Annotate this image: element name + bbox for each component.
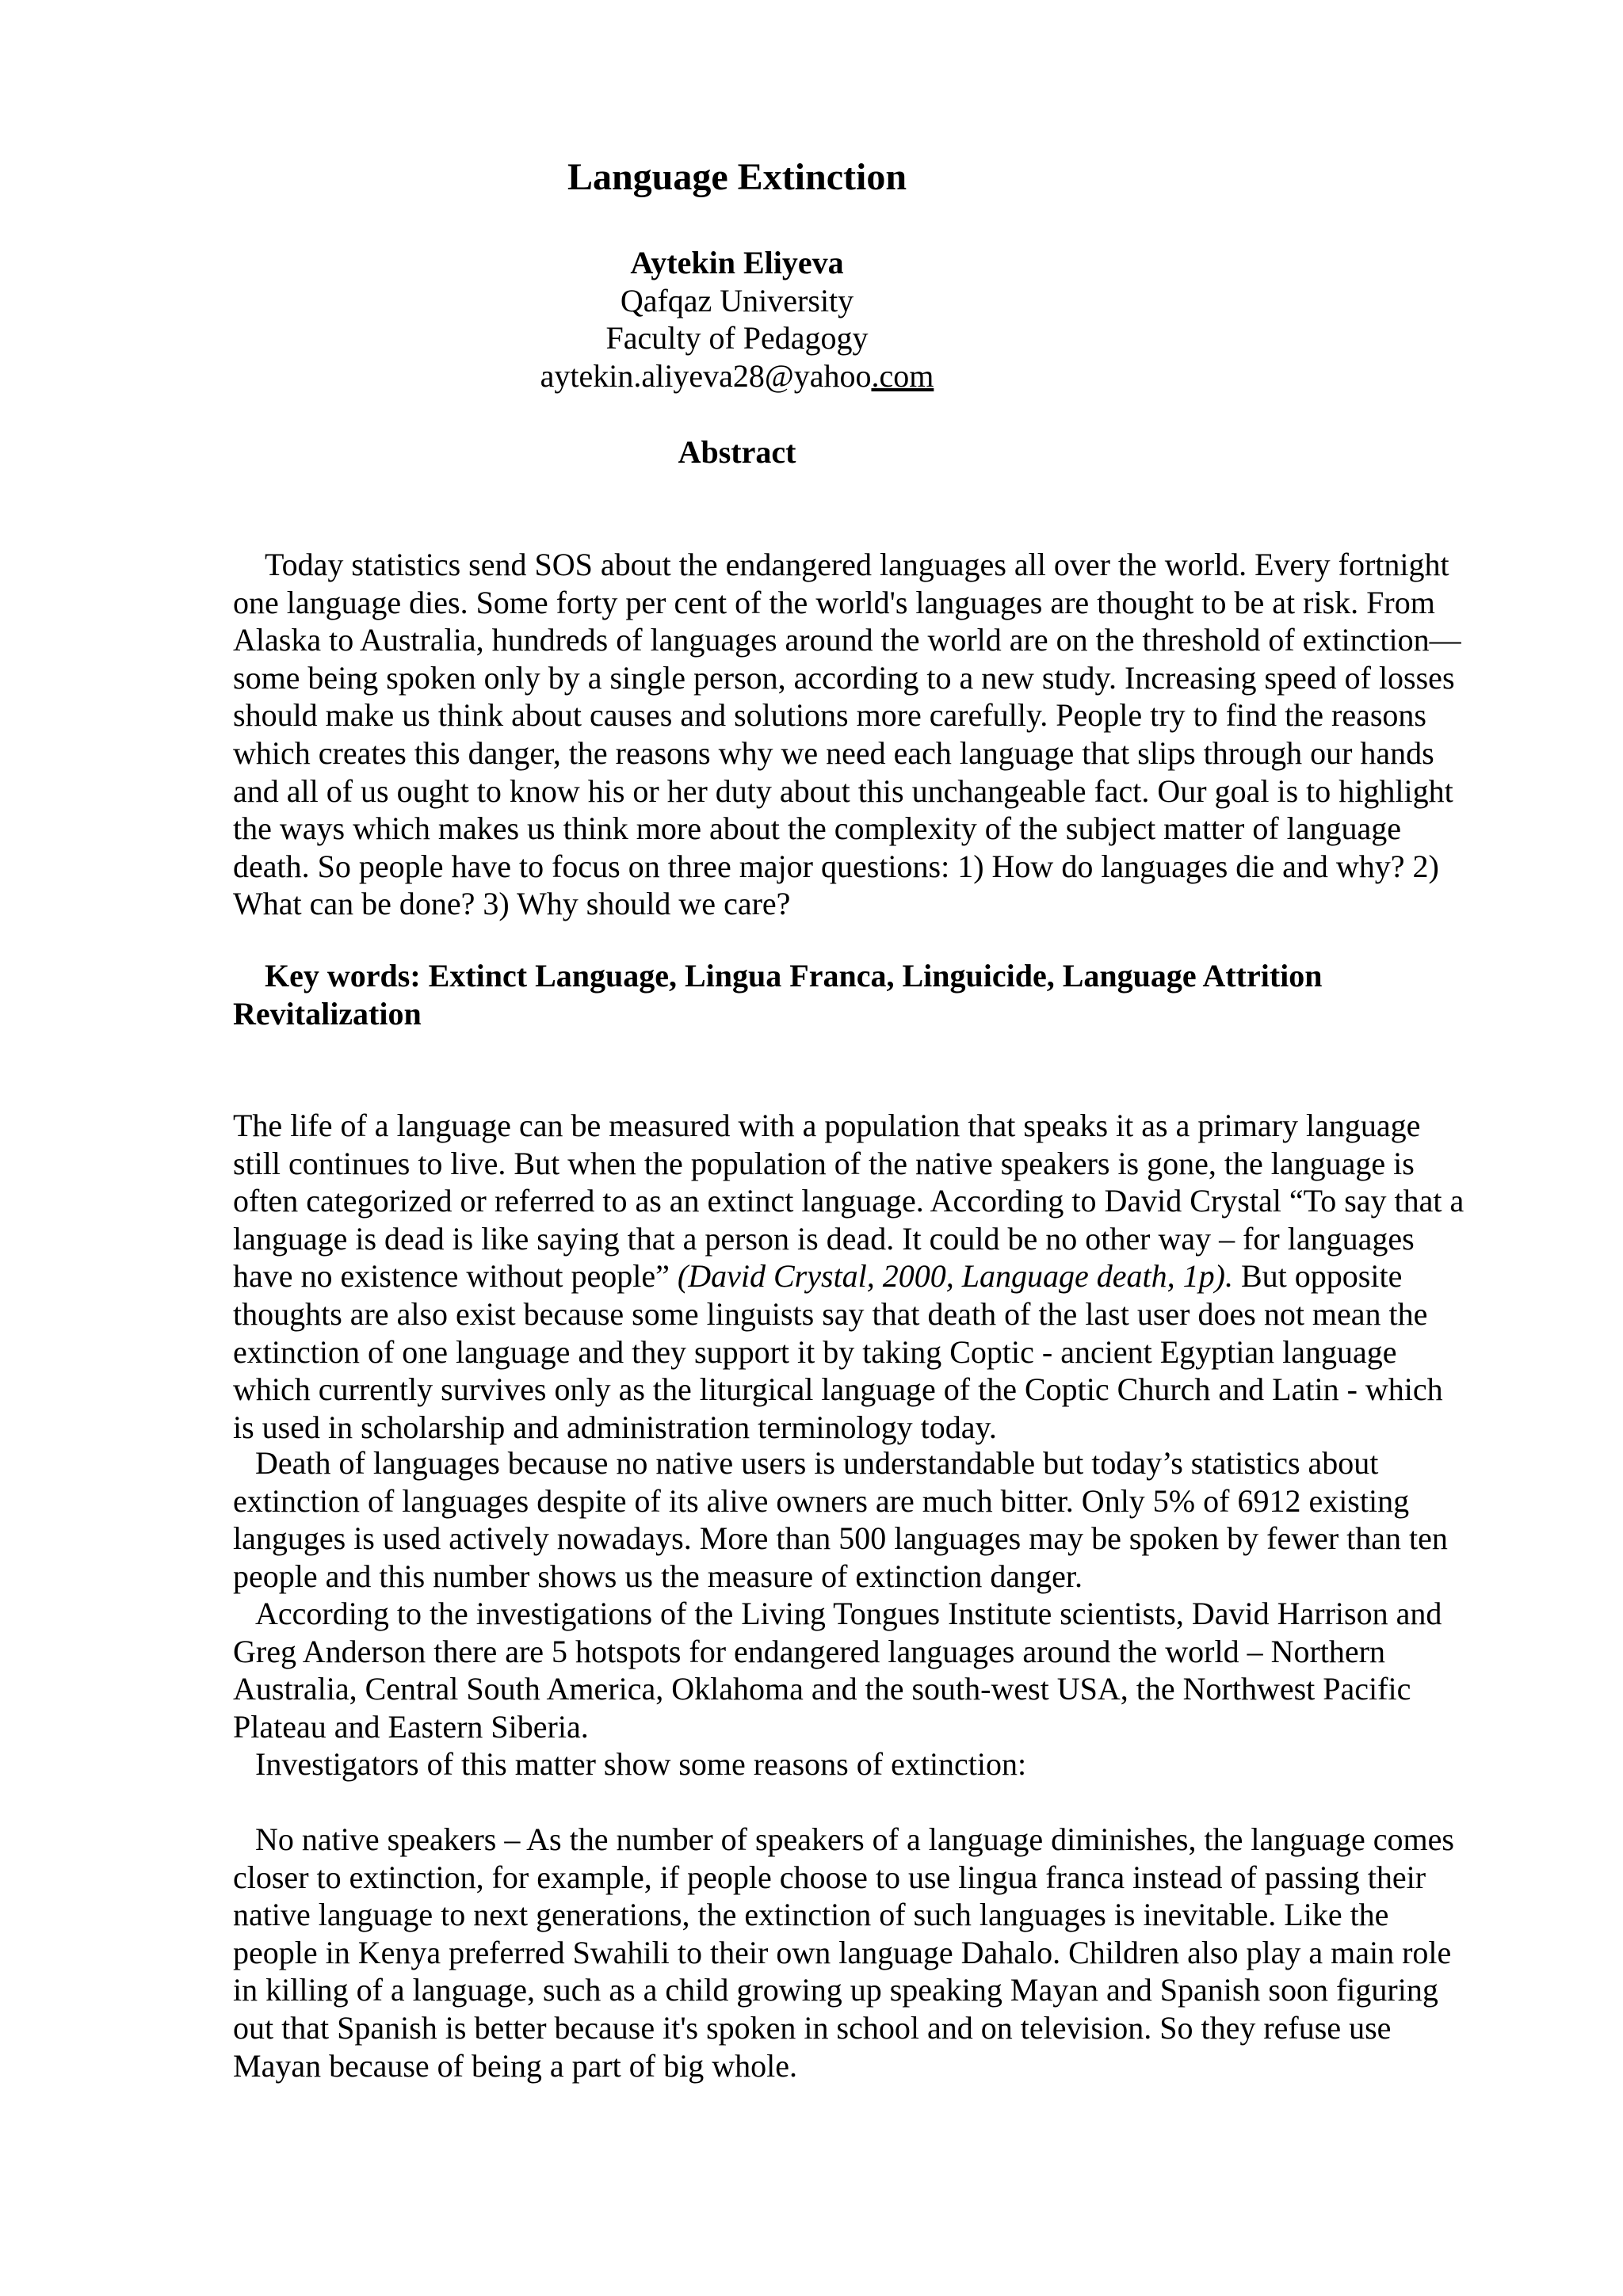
abstract-line: should make us think about causes and solutions more carefully. People try to find the reasons bbox=[233, 697, 1426, 734]
abstract-text bbox=[233, 546, 1580, 923]
body-line: Death of languages because no native users is understandable but today’s statistics about bbox=[255, 1445, 1379, 1481]
body-line: Greg Anderson there are 5 hotspots for endangered languages around the world – Northern bbox=[233, 1633, 1385, 1669]
citation: (David Crystal, 2000, Language death, 1p). bbox=[677, 1258, 1233, 1295]
body-paragraph-5 bbox=[233, 1821, 1580, 2084]
body-line: people and this number shows us the measure of extinction danger. bbox=[233, 1558, 1083, 1594]
body-line: No native speakers – As the number of speakers of a language diminishes, the language comes bbox=[255, 1821, 1454, 1857]
abstract-line: some being spoken only by a single person, according to a new study. Increasing speed of losses bbox=[233, 659, 1455, 696]
body-line: extinction of one language and they support it by taking Coptic - ancient Egyptian language bbox=[233, 1333, 1397, 1370]
body-line: out that Spanish is better because it's spoken in school and on television. So they refuse use bbox=[233, 2009, 1392, 2046]
keywords-line: Key words: Extinct Language, Lingua Franca, Linguicide, Language Attrition bbox=[265, 958, 1323, 994]
body-line: According to the investigations of the Living Tongues Institute scientists, David Harrison and bbox=[255, 1596, 1442, 1631]
body-line: language is dead is like saying that a person is dead. It could be no other way – for languages bbox=[233, 1220, 1415, 1257]
abstract-heading: Abstract bbox=[678, 434, 796, 470]
body-line: Mayan because of being a part of big whole. bbox=[233, 2047, 797, 2084]
abstract-line: Alaska to Australia, hundreds of languages around the world are on the threshold of extinction— bbox=[233, 622, 1461, 658]
body-paragraph-2 bbox=[233, 1444, 1580, 1595]
keywords bbox=[233, 957, 1580, 1032]
abstract-line: and all of us ought to know his or her duty about this unchangeable fact. Our goal is to highlight bbox=[233, 772, 1453, 809]
keywords-line: Revitalization bbox=[233, 995, 422, 1032]
body-line: native language to next generations, the extinction of such languages is inevitable. Like the bbox=[233, 1897, 1389, 1933]
body-line: Investigators of this matter show some reasons of extinction: bbox=[255, 1746, 1027, 1782]
body-line: closer to extinction, for example, if people choose to use lingua franca instead of passing their bbox=[233, 1859, 1426, 1895]
body-line: thoughts are also exist because some linguists say that death of the last user does not mean the bbox=[233, 1295, 1428, 1332]
body-line: often categorized or referred to as an extinct language. According to David Crystal “To say that a bbox=[233, 1183, 1465, 1219]
body-line: The life of a language can be measured with a population that speaks it as a primary language bbox=[233, 1108, 1421, 1143]
author-email-suffix: .com bbox=[871, 357, 934, 394]
body-line: is used in scholarship and administration terminology today. bbox=[233, 1409, 997, 1445]
body-line: languges is used actively nowadays. More than 500 languages may be spoken by fewer than ten bbox=[233, 1520, 1448, 1557]
abstract-line: one language dies. Some forty per cent of the world's languages are thought to be at risk. From bbox=[233, 584, 1435, 620]
body-line: Plateau and Eastern Siberia. bbox=[233, 1708, 589, 1745]
abstract-line: Today statistics send SOS about the endangered languages all over the world. Every fortnight bbox=[265, 547, 1449, 582]
body-line: Australia, Central South America, Oklahoma and the south-west USA, the Northwest Pacific bbox=[233, 1671, 1411, 1707]
abstract-line: the ways which makes us think more about the complexity of the subject matter of language bbox=[233, 810, 1402, 847]
body-paragraph-4 bbox=[233, 1745, 1580, 1783]
author-name: Aytekin Eliyeva bbox=[630, 245, 844, 280]
body-line: still continues to live. But when the population of the native speakers is gone, the language is bbox=[233, 1145, 1415, 1181]
author-department: Faculty of Pedagogy bbox=[605, 320, 869, 357]
body-line: have no existence without people” (David Crystal, 2000, Language death, 1p). But opposite bbox=[233, 1258, 1403, 1295]
body-paragraph-3 bbox=[233, 1595, 1580, 1745]
abstract-line: What can be done? 3) Why should we care? bbox=[233, 886, 791, 922]
paper-title: Language Extinction bbox=[567, 156, 907, 198]
body-line: people in Kenya preferred Swahili to their own language Dahalo. Children also play a main role bbox=[233, 1934, 1452, 1970]
body-line: which currently survives only as the liturgical language of the Coptic Church and Latin - which bbox=[233, 1371, 1443, 1408]
author-affiliation: Qafqaz University bbox=[620, 282, 854, 318]
body-line: in killing of a language, such as a child growing up speaking Mayan and Spanish soon figuring bbox=[233, 1972, 1438, 2008]
author-email-main: aytekin.aliyeva28@yahoo bbox=[540, 357, 872, 394]
author-email[interactable] bbox=[0, 357, 1474, 395]
author-block bbox=[0, 244, 1474, 395]
abstract-line: which creates this danger, the reasons why we need each language that slips through our hands bbox=[233, 734, 1434, 771]
body-line: extinction of languages despite of its alive owners are much bitter. Only 5% of 6912 existing bbox=[233, 1482, 1410, 1519]
body-paragraph-1 bbox=[233, 1107, 1580, 1446]
abstract-line: death. So people have to focus on three major questions: 1) How do languages die and why? 2) bbox=[233, 848, 1439, 884]
